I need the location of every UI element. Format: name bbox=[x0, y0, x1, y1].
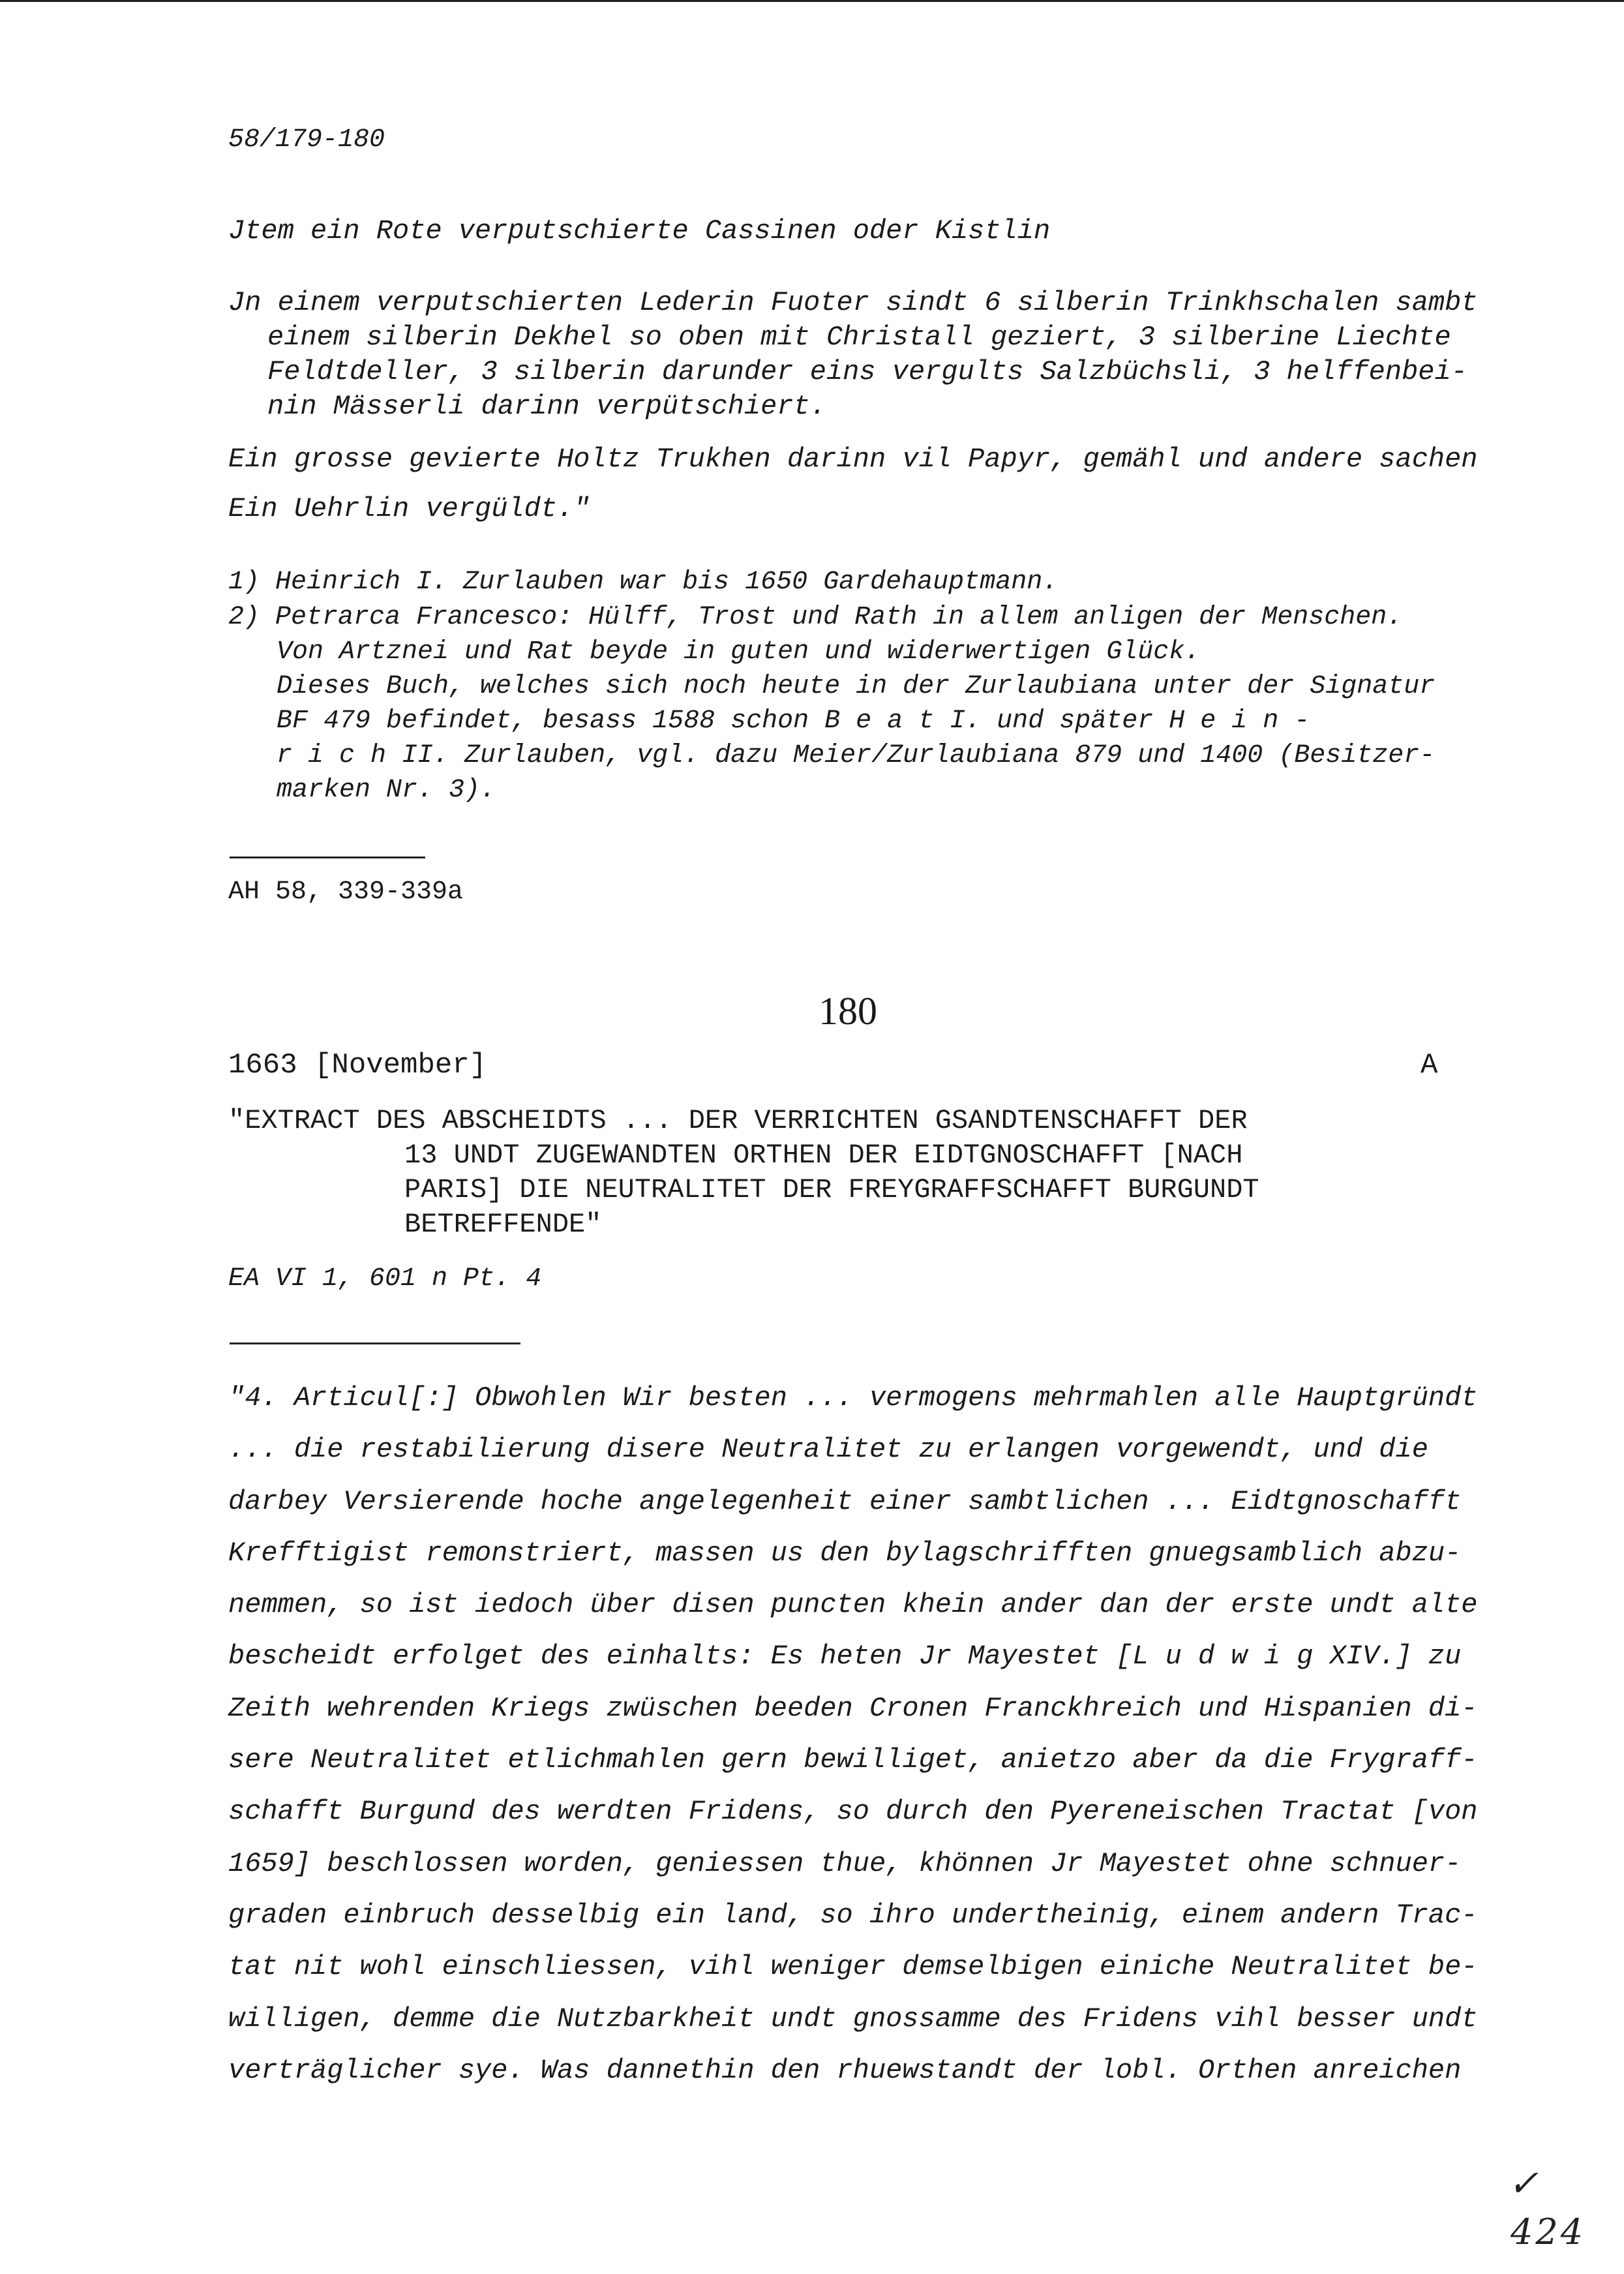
footnote-2 bbox=[228, 600, 1494, 808]
body-line: verträglicher sye. Was dannethin den rhuewstandt der lobl. Orthen anreichen bbox=[228, 2054, 1462, 2086]
inventory-item-2-line: Feldtdeller, 3 silberin darunder eins vergults Salzbüchsli, 3 helffenbei- bbox=[267, 356, 1467, 387]
entry-date: 1663 [November] bbox=[228, 1049, 487, 1082]
body-line: ... die restabilierung disere Neutralitet zu erlangen vorgewendt, und die bbox=[228, 1434, 1428, 1466]
footnote-2-line: Dieses Buch, welches sich noch heute in der Zurlaubiana unter der Signatur bbox=[277, 672, 1436, 701]
entry-title-line: "EXTRACT DES ABSCHEIDTS ... DER VERRICHTEN GSANDTENSCHAFFT DER bbox=[228, 1105, 1248, 1136]
footnote-2-line: marken Nr. 3). bbox=[277, 776, 496, 805]
entry-title bbox=[228, 1104, 1494, 1242]
body-line: sere Neutralitet etlichmahlen gern bewilliget, anietzo aber da die Frygraff- bbox=[228, 1744, 1478, 1776]
source-reference: AH 58, 339-339a bbox=[228, 877, 464, 907]
inventory-item-2-line: einem silberin Dekhel so oben mit Christall geziert, 3 silberine Liechte bbox=[267, 322, 1451, 353]
footnote-separator bbox=[230, 857, 425, 858]
top-border-line bbox=[0, 0, 1624, 2]
citation-separator bbox=[230, 1342, 520, 1344]
footnote-2-line: 2) Petrarca Francesco: Hülff, Trost und Rath in allem anligen der Menschen. bbox=[228, 603, 1403, 632]
entry-title-line: PARIS] DIE NEUTRALITET DER FREYGRAFFSCHAFFT BURGUNDT bbox=[404, 1174, 1259, 1205]
entry-letter: A bbox=[1421, 1049, 1438, 1082]
body-text bbox=[228, 1372, 1494, 2097]
body-line: Krefftigist remonstriert, massen us den bylagschrifften gnuegsamblich abzu- bbox=[228, 1537, 1462, 1569]
body-line: "4. Articul[:] Obwohlen Wir besten ... vermogens mehrmahlen alle Hauptgründt bbox=[228, 1382, 1478, 1414]
body-line: tat nit wohl einschliessen, vihl weniger demselbigen einiche Neutralitet be- bbox=[228, 1951, 1478, 1983]
handwritten-page-number: 424 bbox=[1511, 2211, 1586, 2252]
body-line: darbey Versierende hoche angelegenheit einer sambtlichen ... Eidtgnoschafft bbox=[228, 1485, 1462, 1517]
inventory-item-3: Ein grosse gevierte Holtz Trukhen darinn vil Papyr, gemähl und andere sachen bbox=[228, 444, 1478, 475]
handwritten-check-mark: ✓ bbox=[1508, 2162, 1539, 2205]
body-line: bescheidt erfolget des einhalts: Es heten Jr Mayestet [L u d w i g XIV.] zu bbox=[228, 1641, 1462, 1673]
footnote-2-line: Von Artznei und Rat beyde in guten und widerwertigen Glück. bbox=[277, 637, 1201, 667]
entry-number: 180 bbox=[819, 990, 877, 1033]
inventory-item-1: Jtem ein Rote verputschierte Cassinen oder Kistlin bbox=[228, 215, 1051, 247]
body-line: nemmen, so ist iedoch über disen puncten khein ander dan der erste undt alte bbox=[228, 1589, 1478, 1621]
body-line: willigen, demme die Nutzbarkheit undt gnossamme des Fridens vihl besser undt bbox=[228, 2003, 1478, 2035]
body-line: schafft Burgund des werdten Fridens, so durch den Pyereneischen Tractat [von bbox=[228, 1796, 1478, 1828]
inventory-item-2 bbox=[228, 286, 1494, 424]
inventory-item-4: Ein Uehrlin vergüldt." bbox=[228, 493, 590, 524]
body-line: graden einbruch desselbig ein land, so ihro undertheinig, einem andern Trac- bbox=[228, 1899, 1478, 1931]
footnote-2-line: BF 479 befindet, besass 1588 schon B e a t I. und später H e i n - bbox=[277, 706, 1310, 736]
body-line: 1659] beschlossen worden, geniessen thue, khönnen Jr Mayestet ohne schnuer- bbox=[228, 1847, 1462, 1879]
footnote-1: 1) Heinrich I. Zurlauben war bis 1650 Gardehauptmann. bbox=[228, 568, 1059, 597]
entry-title-line: BETREFFENDE" bbox=[404, 1209, 602, 1240]
page-reference: 58/179-180 bbox=[228, 125, 385, 155]
inventory-item-2-line: Jn einem verputschierten Lederin Fuoter sindt 6 silberin Trinkhschalen sambt bbox=[228, 287, 1478, 318]
entry-title-line: 13 UNDT ZUGEWANDTEN ORTHEN DER EIDTGNOSCHAFFT [NACH bbox=[404, 1140, 1243, 1171]
inventory-item-2-line: nin Mässerli darinn verpütschiert. bbox=[267, 391, 826, 422]
entry-citation: EA VI 1, 601 n Pt. 4 bbox=[228, 1264, 542, 1294]
body-line: Zeith wehrenden Kriegs zwüschen beeden Cronen Franckhreich und Hispanien di- bbox=[228, 1692, 1478, 1724]
footnote-2-line: r i c h II. Zurlauben, vgl. dazu Meier/Zurlaubiana 879 und 1400 (Besitzer- bbox=[277, 741, 1436, 770]
